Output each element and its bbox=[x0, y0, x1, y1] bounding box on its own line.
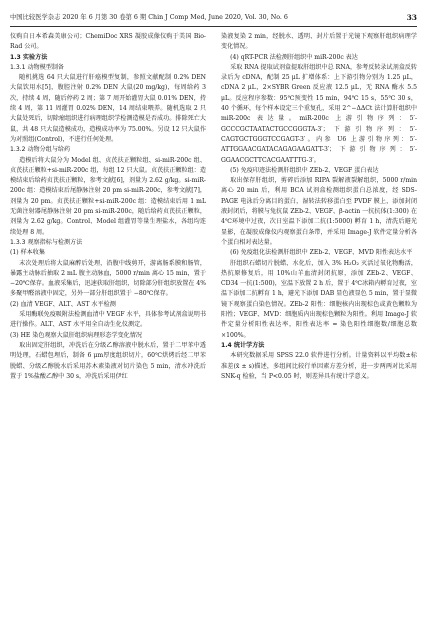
subsection-heading: 1.3.2 动物分组与给药 bbox=[10, 146, 71, 154]
paragraph: (1) 样本收集 bbox=[10, 249, 45, 257]
paragraph: 取出保存肝组织，剪碎后添加 RIPA 裂解液裂解组织，5000 r/min 离心 20 min 后，利用 BCA 试剂盒检测组织蛋白总浓度，经 SDS-PAGE 电泳后分离目的蛋白，湿转法转移蛋白至 PVDF 膜上，添加封闭液封闭后，将膜与兔抗鼠 ZEb-2、VEGF、β-actin 一抗抗体(1:300) 在 4℃环境中过夜，次日室温下添加二抗(1:5000) 孵育 1 h，清洗后避光显影，在凝胶成像仪内观察蛋白条带，并采用 Image-J 软件定量分析各个蛋白相对表达量。 bbox=[221, 177, 417, 246]
paragraph: 采用酶联免疫吸附法检测血清中 VEGF 水平，具体参考试剂盒说明书进行操作。ALT、AST 水平用全自动生化仪测定。 bbox=[10, 311, 206, 329]
paragraph: 采取 RNA 提取试剂盒提取肝组织中总 RNA，参考反转录试剂盒反转录后为 cDNA，配制 25 μL 扩增体系：上下游引物分别为 1.25 μL，cDNA 2 μL，2×SYBR Green 反应液 12.5 μL，无 RNA 酶水 5.5 μL。反应程序参数：95℃预变性 15 min，94℃ 15 s，55℃ 30 s，40 个循环，每个样本设定三个重复孔，采用 2^−ΔΔCt 法计算肝组织中 miR-200c 表达量。miR-200c 上游引物序列：5′-GCCCGCTAATACTGCCGGGTA-3′；下游引物序列：5′-CAGTGCTGGGTCCGAGT-3′。内参 U6 上游引物序列：5′-ATTGGAACGATACAGAGAAGATT-3′；下游引物序列：5′-GGAACGCTTCACGAATTTG-3′。 bbox=[221, 63, 417, 164]
subsection-heading: 1.3.1 动物模型制备 bbox=[10, 63, 65, 71]
paragraph: 仪购自日本希森美康公司；ChemiDoc XRS 凝胶成像仪购于美国 Bio-Rad 公司。 bbox=[10, 33, 206, 51]
paragraph: (3) HE 染色观察大鼠肝组织病理形态学变化情况 bbox=[10, 331, 142, 339]
paragraph: (4) qRT-PCR 法检测肝组织中 miR-200c 表达 bbox=[230, 53, 358, 61]
page-number: 33 bbox=[406, 13, 417, 22]
left-column bbox=[10, 32, 206, 382]
paragraph: 随机挑选 64 只大鼠进行肝癌模型复制，参照文献配制 0.2% DEN 大鼠饮用水[5]，腹腔注射 0.2% DEN 大鼠(20 mg/kg)，每周给药 3 次，持续 4 周，随后停药 2 周；第 7 周开始灌胃大鼠 0.01% DEN，持续 4 周，第 11 周灌胃 0.02% DEN，14 周结束喂养。随机选取 2 只大鼠处死后，切除瘤组织进行病理组织学检测造模是否成功。排除死亡大鼠，共 48 只大鼠造模成功，造模成功率为 75.00%。另设 12 只大鼠作为对照组(Control)，不进行任何处理。 bbox=[10, 74, 206, 143]
journal-running-title: 中国比较医学杂志 2020 年 6 月第 30 卷第 6 期 Chin J Comp Med, June 2020, Vol. 30, No. 6 bbox=[10, 14, 288, 21]
page-header bbox=[10, 12, 417, 24]
paragraph: 取出固定肝组织，冲洗后在分级乙醇溶液中脱水后，置于二甲苯中透明处理，石蜡包埋后，制备 6 μm厚度组织切片，60℃烘烤后经二甲苯脱蜡、分级乙醇脱水后采用苏木素染液对切片染色 5 min，清水冲洗后置于 1%盐酸乙醇中 30 s，冲洗后采用伊红 bbox=[10, 341, 206, 380]
paragraph: 肝组织石蜡切片脱蜡、水化后，加入 3% H₂O₂ 灭活过氧化物酶活，热抗原修复后，用 10%山羊血清封闭抗原，添加 ZEb-2、VEGF、CD34 一抗(1:500)，室温下放置 2 h 后，置于 4℃冰箱内孵育过夜，室温下添加二抗孵育 1 h，避光下添加 DAB 显色液显色 5 min，置于显微镜下观察蛋白染色情况。ZEb-2 阳性：细胞核内出现棕色或黄色颗粒为阳性；VEGF、MVD：细胞质内出现棕色颗粒为阳性。利用 Image-J 软件定量分析阳性表达率，阳性表达率 = 染色阳性细胞数/细胞总数×100%。 bbox=[221, 259, 417, 339]
subsection-heading: 1.3.3 观察指标与检测方法 bbox=[10, 238, 83, 246]
paragraph: 染液复染 2 min，经脱水、透明、封片后置于光镜下观察肝组织病理学变化情况。 bbox=[221, 33, 417, 51]
section-heading: 1.3 实验方法 bbox=[10, 53, 48, 61]
right-column bbox=[221, 32, 417, 382]
paragraph: (5) 免疫印迹法检测肝组织中 ZEb-2、VEGF 蛋白表达 bbox=[230, 166, 379, 174]
paragraph: (6) 免疫组化法检测肝组织中 ZEb-2、VEGF、MVD 阳性表达水平 bbox=[230, 249, 413, 257]
paragraph: 造模后将大鼠分为 Model 组、贞芪扶正颗粒组、si-miR-200c 组、贞芪扶正颗粒+si-miR-200c 组，每组 12 只大鼠。贞芪扶正颗粒组：造模结束后给药贞芪扶正颗粒，参考文献[6]，剂量为 2.62 g/kg。si-miR-200c 组：造模结束后尾静脉注射 20 pm si-miR-200c，参考文献[7]，剂量为 20 pm。贞芪扶正颗粒+si-miR-200c 组：造模结束后用 1 mL 无菌注射器尾静脉注射 20 pm si-miR-200c，随后给药贞芪扶正颗粒，剂量为 2.62 g/kg。Control、Model 组灌胃等量生理盐水，各组均连续处理 8 周。 bbox=[10, 156, 206, 236]
section-heading: 1.4 统计学方法 bbox=[221, 341, 265, 349]
paragraph: 本研究数据采用 SPSS 22.0 软件进行分析。计量资料以平均数±标准差(x̄ ± s)描述，多组间比较行单因素方差分析，进一步两两对比采用 SNK-q 检验，当 P<0.05 时，则差异具有统计学意义。 bbox=[221, 352, 417, 380]
header-rule bbox=[10, 26, 417, 27]
paragraph: (2) 血清 VEGF、ALT、AST 水平检测 bbox=[10, 300, 116, 308]
paragraph: 末次处理后将大鼠麻醉后处理，沿腹中线剪开，游离肠系膜和肠管，暴露主动脉后抽取 2 mL 腹主动脉血，5000 r/min 离心 15 min，置于 −20℃保存。血液采集后，迅速获取肝组织，切除部分肝组织放置在 4% 多聚甲醛溶液中固定，另外一部分肝组织置于 −80℃保存。 bbox=[10, 259, 206, 298]
